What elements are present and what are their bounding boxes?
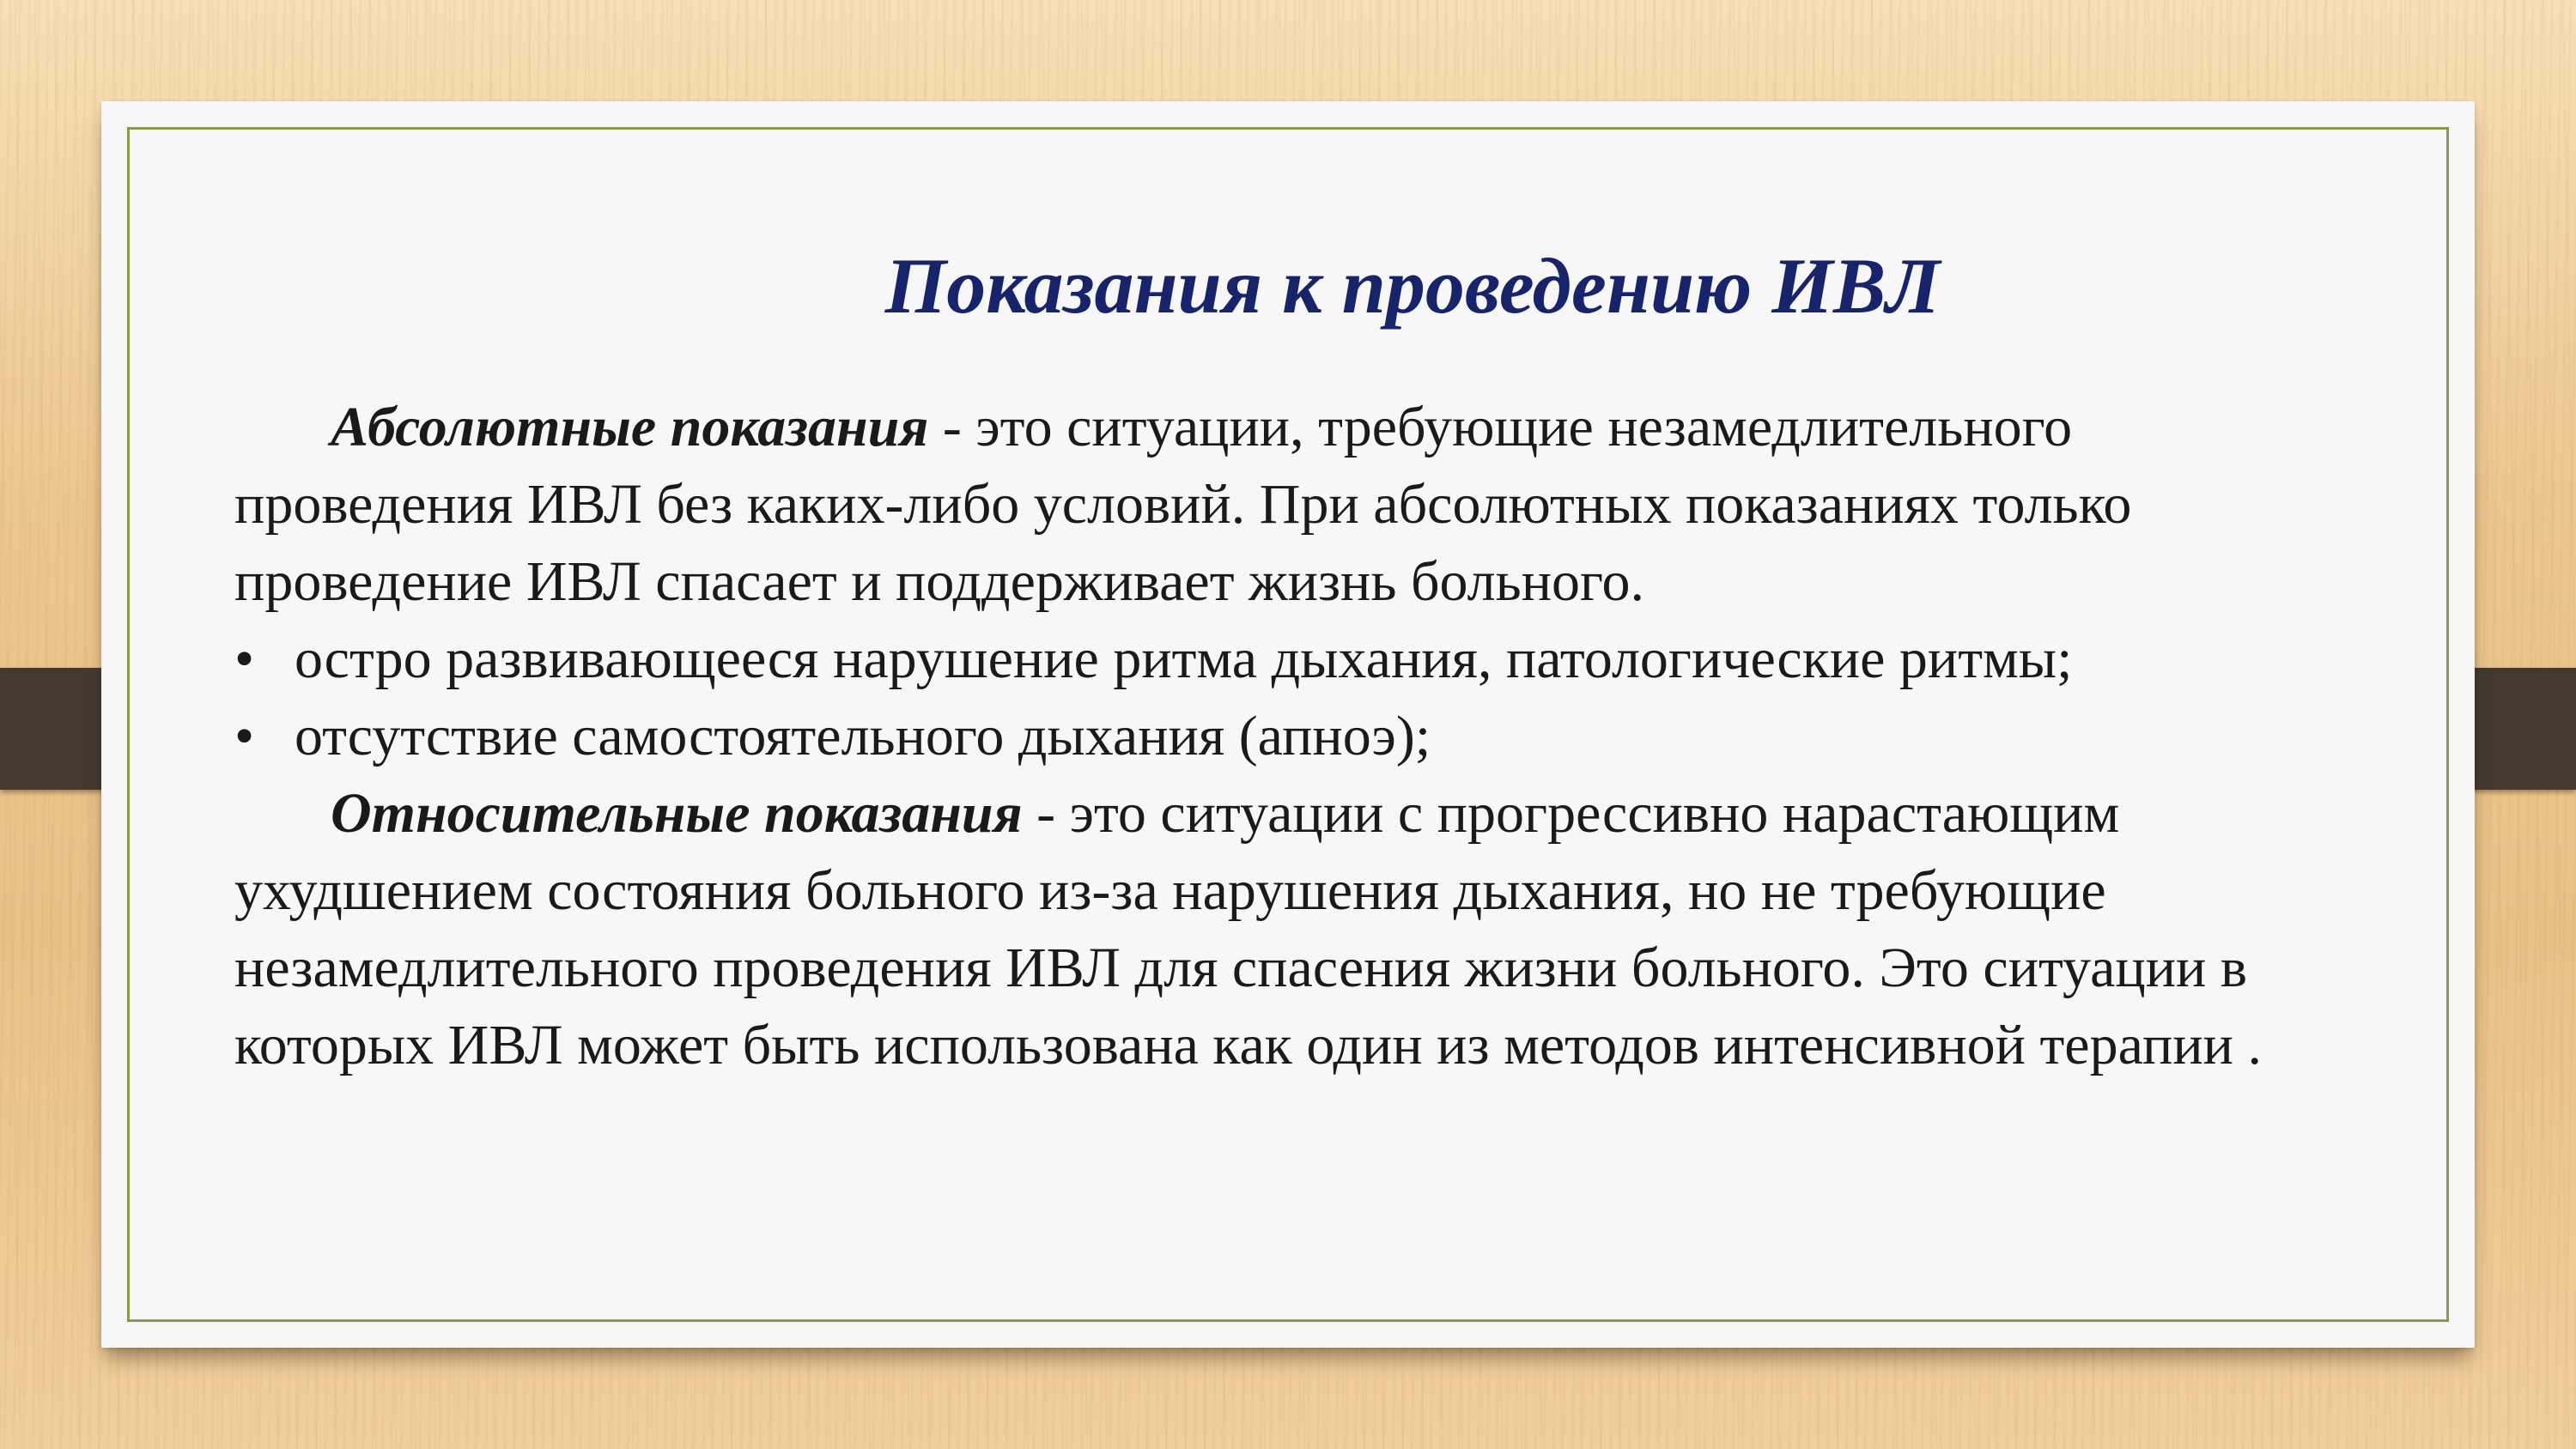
absolute-dash: - <box>928 396 976 458</box>
relative-dash: - <box>1022 782 1070 845</box>
bullet-item <box>234 698 2330 775</box>
bullet-marker: • <box>234 705 255 767</box>
slide-body <box>234 389 2330 1084</box>
bullet-item <box>234 621 2330 698</box>
relative-indications-term: Относительные показания <box>331 782 1023 845</box>
absolute-indications-paragraph <box>234 389 2330 621</box>
relative-indications-paragraph <box>234 775 2330 1084</box>
absolute-indications-text: это ситуации, требующие незамедлительного проведения ИВЛ без каких-либо условий. При абсолютных показаниях только проведение ИВЛ спасает и поддерживает жизнь больного. <box>234 396 2132 613</box>
relative-indications-text: это ситуации с прогрессивно нарастающим ухудшением состояния больного из-за нарушения дыхания, но не требующие незамедлительного проведения ИВЛ для спасения жизни больного. Это ситуации в которых ИВЛ может быть использована как один из методов интенсивной терапии . <box>234 782 2262 1076</box>
absolute-indications-term: Абсолютные показания <box>331 396 929 458</box>
slide-title: Показания к проведению ИВЛ <box>884 242 1941 330</box>
bullet-marker: • <box>234 627 255 690</box>
bullet-text: отсутствие самостоятельного дыхания (апноэ); <box>295 705 1431 767</box>
bullet-text: остро развивающееся нарушение ритма дыхания, патологические ритмы; <box>295 627 2073 690</box>
slide-card <box>101 101 2475 1348</box>
